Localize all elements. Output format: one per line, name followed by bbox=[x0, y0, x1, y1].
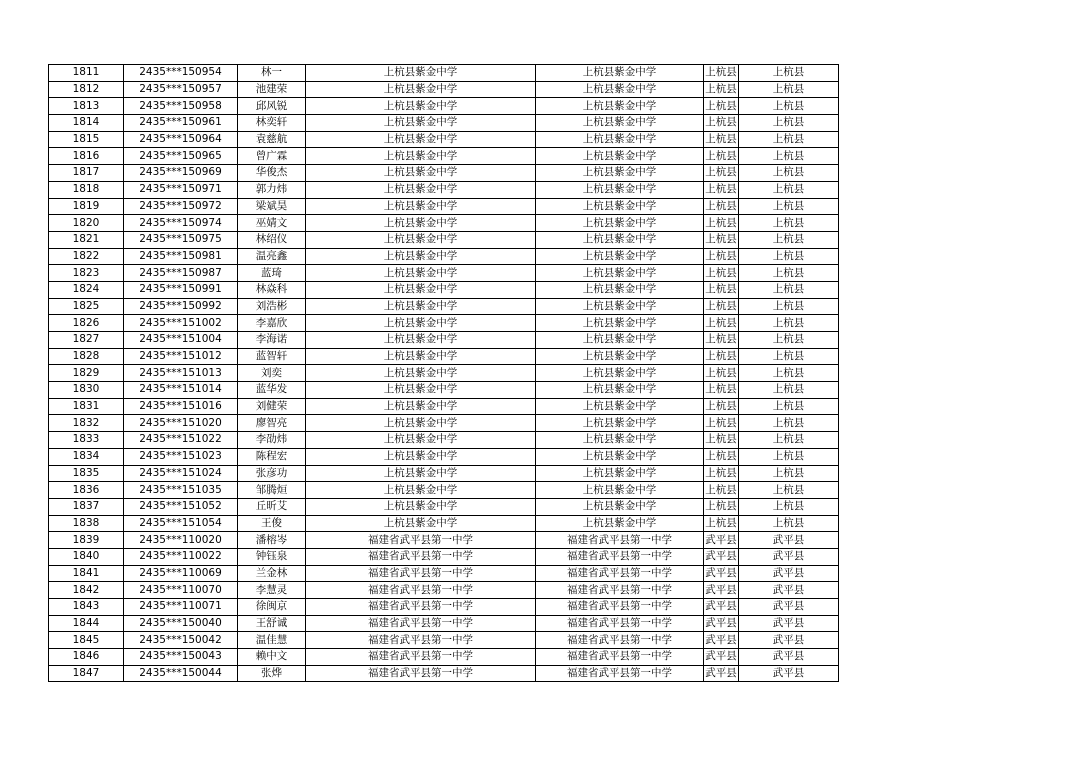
roster-table bbox=[48, 64, 839, 682]
table-row bbox=[49, 599, 839, 616]
school-cell: 福建省武平县第一中学 bbox=[306, 665, 536, 682]
table-row bbox=[49, 315, 839, 332]
table-row bbox=[49, 131, 839, 148]
district-cell: 上杭县 bbox=[739, 81, 839, 98]
student-name-cell: 王俊 bbox=[238, 515, 306, 532]
county-cell: 上杭县 bbox=[704, 365, 739, 382]
table-row bbox=[49, 81, 839, 98]
district-cell: 武平县 bbox=[739, 565, 839, 582]
school-cell: 福建省武平县第一中学 bbox=[306, 565, 536, 582]
student-name-cell: 林奕轩 bbox=[238, 115, 306, 132]
county-cell: 上杭县 bbox=[704, 81, 739, 98]
student-name-cell: 李慧灵 bbox=[238, 582, 306, 599]
student-name-cell: 徐闽京 bbox=[238, 599, 306, 616]
row-number-cell: 1832 bbox=[49, 415, 124, 432]
exam-id-cell: 2435***151054 bbox=[124, 515, 238, 532]
registered-school-cell: 福建省武平县第一中学 bbox=[536, 649, 704, 666]
row-number-cell: 1835 bbox=[49, 465, 124, 482]
exam-id-cell: 2435***110071 bbox=[124, 599, 238, 616]
school-cell: 上杭县紫金中学 bbox=[306, 215, 536, 232]
row-number-cell: 1841 bbox=[49, 565, 124, 582]
registered-school-cell: 上杭县紫金中学 bbox=[536, 115, 704, 132]
county-cell: 武平县 bbox=[704, 532, 739, 549]
student-name-cell: 林焱科 bbox=[238, 281, 306, 298]
table-row bbox=[49, 415, 839, 432]
row-number-cell: 1820 bbox=[49, 215, 124, 232]
registered-school-cell: 上杭县紫金中学 bbox=[536, 131, 704, 148]
table-row bbox=[49, 148, 839, 165]
student-name-cell: 邹腾烜 bbox=[238, 482, 306, 499]
row-number-cell: 1828 bbox=[49, 348, 124, 365]
student-name-cell: 刘健荣 bbox=[238, 398, 306, 415]
table-row bbox=[49, 365, 839, 382]
row-number-cell: 1836 bbox=[49, 482, 124, 499]
row-number-cell: 1840 bbox=[49, 548, 124, 565]
row-number-cell: 1829 bbox=[49, 365, 124, 382]
district-cell: 上杭县 bbox=[739, 482, 839, 499]
school-cell: 上杭县紫金中学 bbox=[306, 332, 536, 349]
table-row bbox=[49, 181, 839, 198]
district-cell: 上杭县 bbox=[739, 115, 839, 132]
exam-id-cell: 2435***110020 bbox=[124, 532, 238, 549]
student-name-cell: 蓝智轩 bbox=[238, 348, 306, 365]
county-cell: 上杭县 bbox=[704, 65, 739, 82]
county-cell: 上杭县 bbox=[704, 181, 739, 198]
registered-school-cell: 上杭县紫金中学 bbox=[536, 215, 704, 232]
registered-school-cell: 福建省武平县第一中学 bbox=[536, 615, 704, 632]
school-cell: 上杭县紫金中学 bbox=[306, 98, 536, 115]
registered-school-cell: 福建省武平县第一中学 bbox=[536, 599, 704, 616]
registered-school-cell: 上杭县紫金中学 bbox=[536, 165, 704, 182]
school-cell: 上杭县紫金中学 bbox=[306, 298, 536, 315]
county-cell: 上杭县 bbox=[704, 98, 739, 115]
row-number-cell: 1837 bbox=[49, 498, 124, 515]
row-number-cell: 1839 bbox=[49, 532, 124, 549]
county-cell: 上杭县 bbox=[704, 415, 739, 432]
row-number-cell: 1833 bbox=[49, 432, 124, 449]
school-cell: 福建省武平县第一中学 bbox=[306, 532, 536, 549]
district-cell: 上杭县 bbox=[739, 98, 839, 115]
table-row bbox=[49, 649, 839, 666]
table-row bbox=[49, 98, 839, 115]
row-number-cell: 1847 bbox=[49, 665, 124, 682]
registered-school-cell: 上杭县紫金中学 bbox=[536, 398, 704, 415]
table-row bbox=[49, 281, 839, 298]
registered-school-cell: 上杭县紫金中学 bbox=[536, 181, 704, 198]
district-cell: 上杭县 bbox=[739, 248, 839, 265]
county-cell: 上杭县 bbox=[704, 498, 739, 515]
district-cell: 上杭县 bbox=[739, 382, 839, 399]
school-cell: 上杭县紫金中学 bbox=[306, 315, 536, 332]
school-cell: 上杭县紫金中学 bbox=[306, 65, 536, 82]
exam-id-cell: 2435***150965 bbox=[124, 148, 238, 165]
county-cell: 武平县 bbox=[704, 582, 739, 599]
student-name-cell: 李海诺 bbox=[238, 332, 306, 349]
exam-id-cell: 2435***150040 bbox=[124, 615, 238, 632]
school-cell: 上杭县紫金中学 bbox=[306, 148, 536, 165]
student-name-cell: 潘榕岑 bbox=[238, 532, 306, 549]
district-cell: 上杭县 bbox=[739, 348, 839, 365]
registered-school-cell: 上杭县紫金中学 bbox=[536, 148, 704, 165]
roster-table-body bbox=[49, 65, 839, 682]
exam-id-cell: 2435***151023 bbox=[124, 448, 238, 465]
student-name-cell: 华俊杰 bbox=[238, 165, 306, 182]
row-number-cell: 1813 bbox=[49, 98, 124, 115]
student-name-cell: 廖智亮 bbox=[238, 415, 306, 432]
district-cell: 上杭县 bbox=[739, 298, 839, 315]
exam-id-cell: 2435***151052 bbox=[124, 498, 238, 515]
county-cell: 上杭县 bbox=[704, 248, 739, 265]
district-cell: 上杭县 bbox=[739, 65, 839, 82]
registered-school-cell: 上杭县紫金中学 bbox=[536, 382, 704, 399]
table-row bbox=[49, 248, 839, 265]
school-cell: 上杭县紫金中学 bbox=[306, 415, 536, 432]
registered-school-cell: 上杭县紫金中学 bbox=[536, 515, 704, 532]
exam-id-cell: 2435***151014 bbox=[124, 382, 238, 399]
school-cell: 上杭县紫金中学 bbox=[306, 81, 536, 98]
row-number-cell: 1825 bbox=[49, 298, 124, 315]
student-name-cell: 巫婧文 bbox=[238, 215, 306, 232]
student-name-cell: 曾广霖 bbox=[238, 148, 306, 165]
school-cell: 上杭县紫金中学 bbox=[306, 131, 536, 148]
county-cell: 上杭县 bbox=[704, 482, 739, 499]
table-row bbox=[49, 215, 839, 232]
registered-school-cell: 上杭县紫金中学 bbox=[536, 498, 704, 515]
registered-school-cell: 上杭县紫金中学 bbox=[536, 231, 704, 248]
table-row bbox=[49, 565, 839, 582]
table-row bbox=[49, 665, 839, 682]
exam-id-cell: 2435***150961 bbox=[124, 115, 238, 132]
school-cell: 上杭县紫金中学 bbox=[306, 181, 536, 198]
district-cell: 上杭县 bbox=[739, 332, 839, 349]
exam-id-cell: 2435***150971 bbox=[124, 181, 238, 198]
table-row bbox=[49, 482, 839, 499]
registered-school-cell: 上杭县紫金中学 bbox=[536, 65, 704, 82]
district-cell: 上杭县 bbox=[739, 448, 839, 465]
district-cell: 上杭县 bbox=[739, 415, 839, 432]
table-row bbox=[49, 382, 839, 399]
exam-id-cell: 2435***150044 bbox=[124, 665, 238, 682]
school-cell: 上杭县紫金中学 bbox=[306, 398, 536, 415]
exam-id-cell: 2435***150954 bbox=[124, 65, 238, 82]
table-row bbox=[49, 398, 839, 415]
county-cell: 上杭县 bbox=[704, 315, 739, 332]
county-cell: 武平县 bbox=[704, 548, 739, 565]
county-cell: 上杭县 bbox=[704, 465, 739, 482]
school-cell: 上杭县紫金中学 bbox=[306, 165, 536, 182]
district-cell: 上杭县 bbox=[739, 181, 839, 198]
school-cell: 上杭县紫金中学 bbox=[306, 365, 536, 382]
school-cell: 上杭县紫金中学 bbox=[306, 448, 536, 465]
table-row bbox=[49, 165, 839, 182]
school-cell: 上杭县紫金中学 bbox=[306, 281, 536, 298]
student-name-cell: 池建荣 bbox=[238, 81, 306, 98]
county-cell: 上杭县 bbox=[704, 165, 739, 182]
table-row bbox=[49, 532, 839, 549]
table-row bbox=[49, 332, 839, 349]
student-name-cell: 邱风锐 bbox=[238, 98, 306, 115]
student-name-cell: 兰金林 bbox=[238, 565, 306, 582]
student-name-cell: 林一 bbox=[238, 65, 306, 82]
table-row bbox=[49, 231, 839, 248]
exam-id-cell: 2435***150992 bbox=[124, 298, 238, 315]
registered-school-cell: 上杭县紫金中学 bbox=[536, 448, 704, 465]
table-row bbox=[49, 432, 839, 449]
student-name-cell: 李嘉欣 bbox=[238, 315, 306, 332]
row-number-cell: 1834 bbox=[49, 448, 124, 465]
exam-id-cell: 2435***151035 bbox=[124, 482, 238, 499]
school-cell: 福建省武平县第一中学 bbox=[306, 632, 536, 649]
registered-school-cell: 上杭县紫金中学 bbox=[536, 482, 704, 499]
student-name-cell: 刘奕 bbox=[238, 365, 306, 382]
exam-id-cell: 2435***151013 bbox=[124, 365, 238, 382]
district-cell: 上杭县 bbox=[739, 515, 839, 532]
row-number-cell: 1821 bbox=[49, 231, 124, 248]
registered-school-cell: 上杭县紫金中学 bbox=[536, 332, 704, 349]
exam-id-cell: 2435***150975 bbox=[124, 231, 238, 248]
table-row bbox=[49, 198, 839, 215]
registered-school-cell: 上杭县紫金中学 bbox=[536, 265, 704, 282]
school-cell: 上杭县紫金中学 bbox=[306, 198, 536, 215]
county-cell: 上杭县 bbox=[704, 448, 739, 465]
district-cell: 上杭县 bbox=[739, 198, 839, 215]
table-row bbox=[49, 265, 839, 282]
district-cell: 上杭县 bbox=[739, 131, 839, 148]
exam-id-cell: 2435***150958 bbox=[124, 98, 238, 115]
school-cell: 上杭县紫金中学 bbox=[306, 482, 536, 499]
table-row bbox=[49, 498, 839, 515]
exam-id-cell: 2435***150042 bbox=[124, 632, 238, 649]
row-number-cell: 1811 bbox=[49, 65, 124, 82]
school-cell: 上杭县紫金中学 bbox=[306, 348, 536, 365]
district-cell: 上杭县 bbox=[739, 465, 839, 482]
county-cell: 上杭县 bbox=[704, 332, 739, 349]
exam-id-cell: 2435***150969 bbox=[124, 165, 238, 182]
registered-school-cell: 上杭县紫金中学 bbox=[536, 298, 704, 315]
registered-school-cell: 上杭县紫金中学 bbox=[536, 415, 704, 432]
row-number-cell: 1823 bbox=[49, 265, 124, 282]
school-cell: 福建省武平县第一中学 bbox=[306, 649, 536, 666]
exam-id-cell: 2435***150972 bbox=[124, 198, 238, 215]
registered-school-cell: 福建省武平县第一中学 bbox=[536, 665, 704, 682]
district-cell: 武平县 bbox=[739, 665, 839, 682]
student-name-cell: 郭力炜 bbox=[238, 181, 306, 198]
student-name-cell: 李劭炜 bbox=[238, 432, 306, 449]
registered-school-cell: 上杭县紫金中学 bbox=[536, 348, 704, 365]
district-cell: 武平县 bbox=[739, 649, 839, 666]
exam-id-cell: 2435***110022 bbox=[124, 548, 238, 565]
district-cell: 上杭县 bbox=[739, 231, 839, 248]
table-row bbox=[49, 548, 839, 565]
student-name-cell: 陈程宏 bbox=[238, 448, 306, 465]
school-cell: 福建省武平县第一中学 bbox=[306, 615, 536, 632]
registered-school-cell: 上杭县紫金中学 bbox=[536, 465, 704, 482]
exam-id-cell: 2435***151020 bbox=[124, 415, 238, 432]
district-cell: 上杭县 bbox=[739, 498, 839, 515]
row-number-cell: 1843 bbox=[49, 599, 124, 616]
registered-school-cell: 福建省武平县第一中学 bbox=[536, 632, 704, 649]
table-row bbox=[49, 448, 839, 465]
student-name-cell: 丘昕艾 bbox=[238, 498, 306, 515]
district-cell: 上杭县 bbox=[739, 365, 839, 382]
county-cell: 上杭县 bbox=[704, 115, 739, 132]
county-cell: 上杭县 bbox=[704, 398, 739, 415]
county-cell: 上杭县 bbox=[704, 432, 739, 449]
exam-id-cell: 2435***150043 bbox=[124, 649, 238, 666]
student-name-cell: 温亮鑫 bbox=[238, 248, 306, 265]
school-cell: 福建省武平县第一中学 bbox=[306, 599, 536, 616]
table-row bbox=[49, 632, 839, 649]
registered-school-cell: 上杭县紫金中学 bbox=[536, 365, 704, 382]
county-cell: 上杭县 bbox=[704, 265, 739, 282]
county-cell: 上杭县 bbox=[704, 348, 739, 365]
row-number-cell: 1830 bbox=[49, 382, 124, 399]
school-cell: 上杭县紫金中学 bbox=[306, 515, 536, 532]
row-number-cell: 1838 bbox=[49, 515, 124, 532]
registered-school-cell: 上杭县紫金中学 bbox=[536, 432, 704, 449]
district-cell: 上杭县 bbox=[739, 432, 839, 449]
row-number-cell: 1819 bbox=[49, 198, 124, 215]
exam-id-cell: 2435***150981 bbox=[124, 248, 238, 265]
table-row bbox=[49, 298, 839, 315]
exam-id-cell: 2435***150987 bbox=[124, 265, 238, 282]
exam-id-cell: 2435***151022 bbox=[124, 432, 238, 449]
row-number-cell: 1818 bbox=[49, 181, 124, 198]
student-name-cell: 袁慈航 bbox=[238, 131, 306, 148]
table-row bbox=[49, 582, 839, 599]
student-name-cell: 梁斌昊 bbox=[238, 198, 306, 215]
district-cell: 上杭县 bbox=[739, 265, 839, 282]
table-row bbox=[49, 615, 839, 632]
registered-school-cell: 福建省武平县第一中学 bbox=[536, 548, 704, 565]
row-number-cell: 1815 bbox=[49, 131, 124, 148]
student-name-cell: 蓝华发 bbox=[238, 382, 306, 399]
row-number-cell: 1831 bbox=[49, 398, 124, 415]
exam-id-cell: 2435***150991 bbox=[124, 281, 238, 298]
row-number-cell: 1824 bbox=[49, 281, 124, 298]
district-cell: 武平县 bbox=[739, 632, 839, 649]
county-cell: 上杭县 bbox=[704, 515, 739, 532]
row-number-cell: 1846 bbox=[49, 649, 124, 666]
exam-id-cell: 2435***110070 bbox=[124, 582, 238, 599]
county-cell: 上杭县 bbox=[704, 231, 739, 248]
district-cell: 上杭县 bbox=[739, 281, 839, 298]
student-name-cell: 刘浩彬 bbox=[238, 298, 306, 315]
school-cell: 上杭县紫金中学 bbox=[306, 432, 536, 449]
exam-id-cell: 2435***110069 bbox=[124, 565, 238, 582]
school-cell: 上杭县紫金中学 bbox=[306, 115, 536, 132]
student-name-cell: 张烨 bbox=[238, 665, 306, 682]
registered-school-cell: 福建省武平县第一中学 bbox=[536, 532, 704, 549]
district-cell: 武平县 bbox=[739, 615, 839, 632]
student-name-cell: 赖中文 bbox=[238, 649, 306, 666]
exam-id-cell: 2435***151012 bbox=[124, 348, 238, 365]
school-cell: 上杭县紫金中学 bbox=[306, 248, 536, 265]
registered-school-cell: 上杭县紫金中学 bbox=[536, 81, 704, 98]
student-name-cell: 王舒诚 bbox=[238, 615, 306, 632]
school-cell: 上杭县紫金中学 bbox=[306, 498, 536, 515]
school-cell: 上杭县紫金中学 bbox=[306, 465, 536, 482]
table-row bbox=[49, 515, 839, 532]
registered-school-cell: 上杭县紫金中学 bbox=[536, 248, 704, 265]
registered-school-cell: 福建省武平县第一中学 bbox=[536, 565, 704, 582]
county-cell: 上杭县 bbox=[704, 281, 739, 298]
exam-id-cell: 2435***150964 bbox=[124, 131, 238, 148]
exam-id-cell: 2435***151002 bbox=[124, 315, 238, 332]
row-number-cell: 1827 bbox=[49, 332, 124, 349]
district-cell: 武平县 bbox=[739, 548, 839, 565]
student-name-cell: 蓝琦 bbox=[238, 265, 306, 282]
district-cell: 武平县 bbox=[739, 532, 839, 549]
district-cell: 上杭县 bbox=[739, 398, 839, 415]
exam-id-cell: 2435***151024 bbox=[124, 465, 238, 482]
county-cell: 上杭县 bbox=[704, 382, 739, 399]
county-cell: 武平县 bbox=[704, 615, 739, 632]
county-cell: 武平县 bbox=[704, 649, 739, 666]
district-cell: 上杭县 bbox=[739, 165, 839, 182]
district-cell: 上杭县 bbox=[739, 215, 839, 232]
exam-id-cell: 2435***151016 bbox=[124, 398, 238, 415]
county-cell: 武平县 bbox=[704, 599, 739, 616]
county-cell: 上杭县 bbox=[704, 131, 739, 148]
row-number-cell: 1822 bbox=[49, 248, 124, 265]
table-row bbox=[49, 348, 839, 365]
student-name-cell: 温佳慧 bbox=[238, 632, 306, 649]
county-cell: 上杭县 bbox=[704, 198, 739, 215]
registered-school-cell: 上杭县紫金中学 bbox=[536, 281, 704, 298]
registered-school-cell: 上杭县紫金中学 bbox=[536, 315, 704, 332]
school-cell: 上杭县紫金中学 bbox=[306, 382, 536, 399]
row-number-cell: 1816 bbox=[49, 148, 124, 165]
exam-id-cell: 2435***150974 bbox=[124, 215, 238, 232]
exam-id-cell: 2435***151004 bbox=[124, 332, 238, 349]
table-row bbox=[49, 115, 839, 132]
registered-school-cell: 上杭县紫金中学 bbox=[536, 98, 704, 115]
county-cell: 武平县 bbox=[704, 565, 739, 582]
county-cell: 上杭县 bbox=[704, 148, 739, 165]
table-row bbox=[49, 65, 839, 82]
school-cell: 上杭县紫金中学 bbox=[306, 265, 536, 282]
school-cell: 上杭县紫金中学 bbox=[306, 231, 536, 248]
registered-school-cell: 上杭县紫金中学 bbox=[536, 198, 704, 215]
exam-id-cell: 2435***150957 bbox=[124, 81, 238, 98]
row-number-cell: 1826 bbox=[49, 315, 124, 332]
registered-school-cell: 福建省武平县第一中学 bbox=[536, 582, 704, 599]
row-number-cell: 1842 bbox=[49, 582, 124, 599]
district-cell: 武平县 bbox=[739, 582, 839, 599]
table-row bbox=[49, 465, 839, 482]
district-cell: 武平县 bbox=[739, 599, 839, 616]
county-cell: 上杭县 bbox=[704, 215, 739, 232]
county-cell: 武平县 bbox=[704, 632, 739, 649]
county-cell: 上杭县 bbox=[704, 298, 739, 315]
student-name-cell: 钟钰泉 bbox=[238, 548, 306, 565]
row-number-cell: 1812 bbox=[49, 81, 124, 98]
district-cell: 上杭县 bbox=[739, 148, 839, 165]
row-number-cell: 1817 bbox=[49, 165, 124, 182]
row-number-cell: 1814 bbox=[49, 115, 124, 132]
school-cell: 福建省武平县第一中学 bbox=[306, 582, 536, 599]
district-cell: 上杭县 bbox=[739, 315, 839, 332]
school-cell: 福建省武平县第一中学 bbox=[306, 548, 536, 565]
row-number-cell: 1845 bbox=[49, 632, 124, 649]
student-name-cell: 林绍仪 bbox=[238, 231, 306, 248]
student-name-cell: 张彦功 bbox=[238, 465, 306, 482]
row-number-cell: 1844 bbox=[49, 615, 124, 632]
county-cell: 武平县 bbox=[704, 665, 739, 682]
